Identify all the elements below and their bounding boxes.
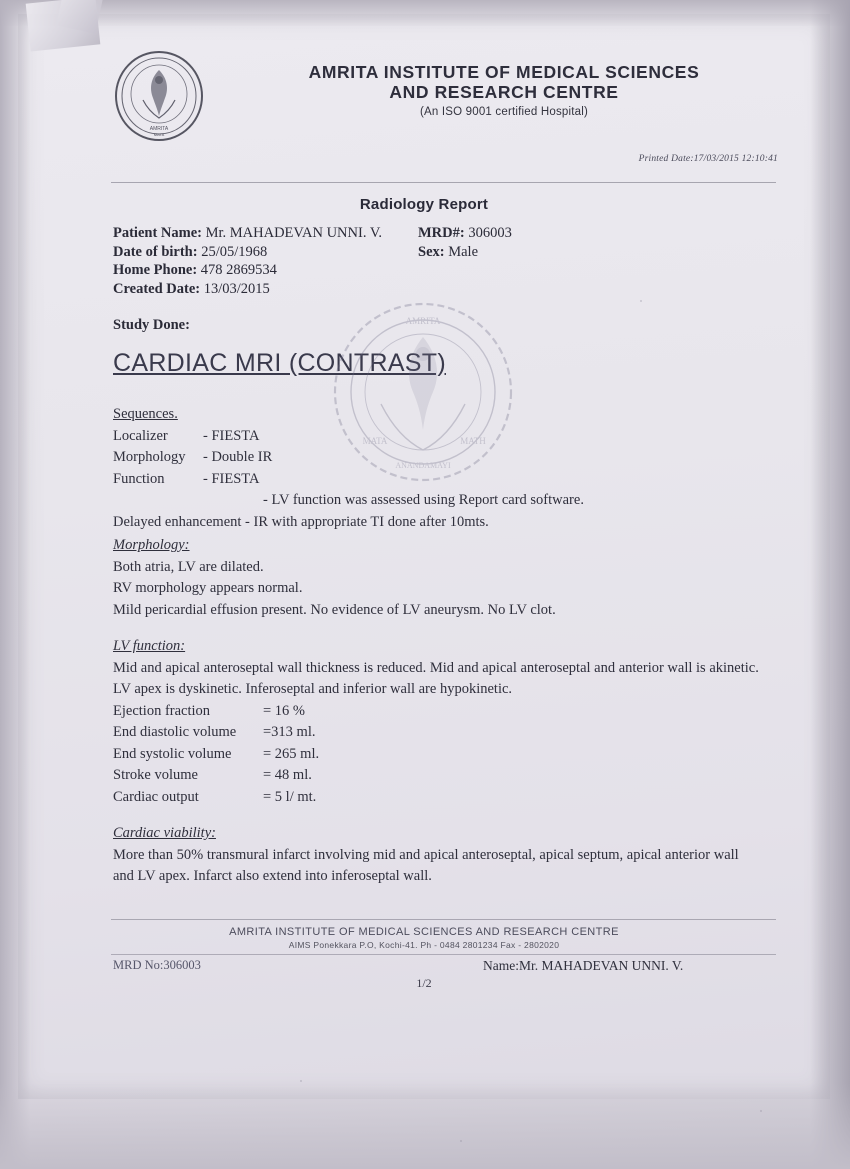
measure-label-end-systolic-volume: End systolic volume bbox=[113, 745, 232, 762]
lv-function-line-1: Mid and apical anteroseptal wall thickness is reduced. Mid and apical anteroseptal and anterior wall is akinetic. bbox=[113, 659, 759, 676]
patient-row-dob bbox=[113, 243, 733, 262]
lv-function-heading: LV function: bbox=[113, 638, 186, 654]
report-body bbox=[113, 402, 778, 888]
spacer-1 bbox=[113, 621, 778, 634]
measure-end-systolic-volume bbox=[113, 744, 778, 766]
patient-row-name bbox=[113, 224, 733, 243]
svg-text:MATH: MATH bbox=[460, 436, 486, 446]
page-title: Radiology Report bbox=[359, 196, 489, 213]
patient-row-phone-spacer bbox=[418, 261, 733, 280]
phone-label: Home Phone: bbox=[113, 262, 198, 278]
created-date-value: 13/03/2015 bbox=[203, 280, 270, 297]
morphology-line-1: Both atria, LV are dilated. bbox=[113, 558, 264, 575]
cardiac-viability-line-1: More than 50% transmural infarct involving mid and apical anteroseptal, apical septum, apical anterior wall bbox=[113, 846, 739, 863]
patient-name-label: Patient Name: bbox=[113, 225, 202, 241]
cardiac-viability-heading: Cardiac viability: bbox=[113, 825, 216, 841]
mrd-value: 306003 bbox=[468, 225, 512, 241]
sequence-row-function bbox=[113, 469, 778, 491]
patient-created-cell bbox=[113, 280, 418, 299]
sequence-row-localizer bbox=[113, 426, 778, 448]
footer-page-number: 1/2 bbox=[416, 976, 432, 990]
svg-text:AMRITA: AMRITA bbox=[405, 316, 441, 326]
patient-row-phone bbox=[113, 261, 733, 280]
scan-speck bbox=[120, 520, 122, 522]
printed-date: Printed Date:17/03/2015 12:10:41 bbox=[638, 154, 778, 164]
morphology-line-2: RV morphology appears normal. bbox=[113, 580, 303, 596]
patient-row-created bbox=[113, 280, 733, 299]
measure-label-ejection-fraction: Ejection fraction bbox=[113, 702, 211, 719]
org-line-2: AND RESEARCH CENTRE bbox=[389, 82, 619, 102]
institute-name-block bbox=[235, 46, 773, 118]
spacer-2 bbox=[113, 808, 778, 821]
scan-speck bbox=[760, 1110, 762, 1112]
footer-patient-name: Name:Mr. MAHADEVAN UNNI. V. bbox=[483, 958, 684, 973]
institute-logo-icon bbox=[113, 50, 205, 142]
scan-shadow-right bbox=[810, 0, 850, 1169]
sequence-value-localizer: - FIESTA bbox=[203, 427, 260, 444]
sex-value: Male bbox=[448, 243, 479, 260]
header-divider bbox=[111, 182, 776, 183]
cardiac-viability-line-2: and LV apex. Infarct also extend into inferoseptal wall. bbox=[113, 868, 432, 884]
scan-speck bbox=[640, 300, 642, 302]
sequences-note: - LV function was assessed using Report card software. bbox=[263, 492, 584, 508]
study-done-label: Study Done: bbox=[113, 317, 190, 333]
morphology-line-3: Mild pericardial effusion present. No evidence of LV aneurysm. No LV clot. bbox=[113, 601, 556, 618]
svg-text:ANANDAMAYI: ANANDAMAYI bbox=[395, 461, 451, 470]
phone-value: 478 2869534 bbox=[200, 262, 277, 278]
measure-cardiac-output bbox=[113, 787, 778, 809]
patient-mrd-cell bbox=[418, 224, 733, 243]
footer-divider-top bbox=[111, 919, 776, 920]
sex-label: Sex: bbox=[418, 243, 445, 260]
measure-label-end-diastolic-volume: End diastolic volume bbox=[113, 724, 237, 740]
scan-shadow-left bbox=[0, 0, 30, 1169]
measure-value-cardiac-output: = 5 l/ mt. bbox=[263, 788, 317, 805]
dob-value: 25/05/1968 bbox=[201, 243, 268, 260]
created-date-label: Created Date: bbox=[113, 280, 201, 297]
svg-text:AMRITA: AMRITA bbox=[149, 126, 169, 132]
sequence-name-localizer: Localizer bbox=[113, 427, 168, 444]
scan-speck bbox=[460, 1140, 462, 1142]
footer-address: AIMS Ponekkara P.O, Kochi-41. Ph - 0484 2801234 Fax - 2802020 bbox=[288, 940, 560, 950]
document-header bbox=[93, 46, 773, 142]
delayed-enhancement-line: Delayed enhancement - IR with appropriate TI done after 10mts. bbox=[113, 513, 489, 530]
sequence-value-function: - FIESTA bbox=[203, 470, 260, 487]
footer-divider-bottom bbox=[111, 954, 776, 955]
mrd-label: MRD#: bbox=[418, 225, 465, 241]
patient-info-block bbox=[113, 224, 733, 298]
patient-row-created-spacer bbox=[418, 280, 733, 299]
measure-label-stroke-volume: Stroke volume bbox=[113, 767, 198, 783]
patient-name-cell bbox=[113, 224, 418, 243]
sequence-value-morphology: - Double IR bbox=[203, 449, 273, 465]
morphology-heading: Morphology: bbox=[113, 537, 190, 553]
patient-name-value: Mr. MAHADEVAN UNNI. V. bbox=[205, 225, 383, 241]
footer-org-name: AMRITA INSTITUTE OF MEDICAL SCIENCES AND RESEARCH CENTRE bbox=[229, 926, 619, 938]
measure-end-diastolic-volume bbox=[113, 722, 778, 744]
measure-value-end-systolic-volume: = 265 ml. bbox=[263, 745, 320, 762]
svg-text:MATA: MATA bbox=[153, 132, 165, 137]
footer-mrd: MRD No:306003 bbox=[113, 958, 201, 972]
dob-label: Date of birth: bbox=[113, 243, 198, 260]
lv-function-line-2: LV apex is dyskinetic. Inferoseptal and inferior wall are hypokinetic. bbox=[113, 681, 513, 697]
measure-label-cardiac-output: Cardiac output bbox=[113, 788, 199, 805]
sequences-heading: Sequences. bbox=[113, 406, 178, 422]
measure-value-end-diastolic-volume: =313 ml. bbox=[263, 724, 316, 740]
svg-text:MATA: MATA bbox=[362, 436, 388, 446]
sequence-name-morphology: Morphology bbox=[113, 449, 186, 465]
org-line-1: AMRITA INSTITUTE OF MEDICAL SCIENCES bbox=[308, 62, 700, 82]
study-title: CARDIAC MRI (CONTRAST) bbox=[113, 349, 446, 377]
measure-value-stroke-volume: = 48 ml. bbox=[263, 767, 312, 783]
measure-ejection-fraction bbox=[113, 701, 778, 723]
measure-value-ejection-fraction: = 16 % bbox=[263, 702, 306, 719]
document-content bbox=[18, 14, 830, 1099]
scan-shadow-bottom bbox=[0, 1083, 850, 1169]
sequence-row-morphology bbox=[113, 447, 778, 469]
sequence-name-function: Function bbox=[113, 470, 165, 487]
measure-stroke-volume bbox=[113, 765, 778, 787]
org-line-3: (An ISO 9001 certified Hospital) bbox=[419, 106, 589, 118]
patient-sex-cell bbox=[418, 243, 733, 262]
scan-speck bbox=[300, 1080, 302, 1082]
scan-shadow-top bbox=[0, 0, 850, 26]
patient-phone-cell bbox=[113, 261, 418, 280]
paper-sheet bbox=[18, 14, 830, 1099]
patient-dob-cell bbox=[113, 243, 418, 262]
